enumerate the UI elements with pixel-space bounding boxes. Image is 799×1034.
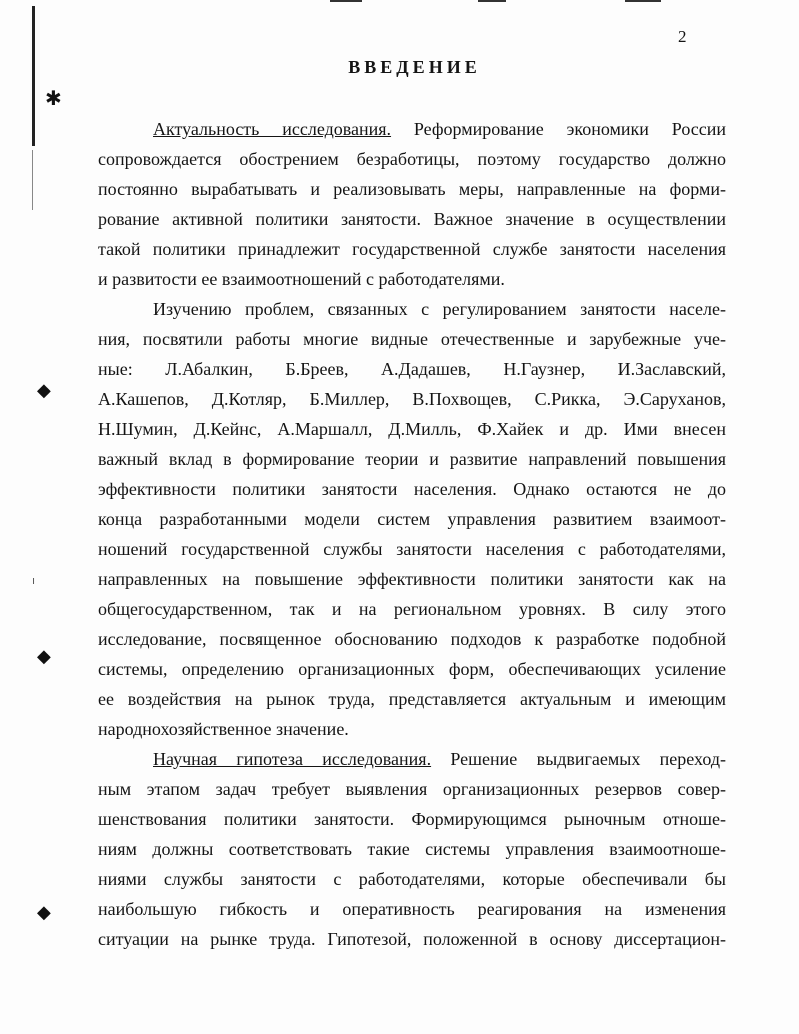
text-line: постоянно вырабатывать и реализовывать меры, направленные на форми- xyxy=(98,179,726,199)
punch-hole-mark-icon: ◆ xyxy=(37,380,51,401)
text-line: народнохозяйственное значение. xyxy=(98,719,349,739)
paragraph-first-line: Актуальность исследования. Реформирование экономики России xyxy=(153,119,727,139)
punch-hole-mark-icon: ◆ xyxy=(37,902,51,923)
scan-top-dash xyxy=(625,0,661,2)
text-line: ношений государственной службы занятости населения с работодателями, xyxy=(98,539,726,559)
text-line: Н.Шумин, Д.Кейнс, А.Маршалл, Д.Милль, Ф.Хайек и др. Ими внесен xyxy=(98,419,726,439)
page-number: 2 xyxy=(678,27,687,46)
text-line: общегосударственном, так и на региональном уровнях. В силу этого xyxy=(98,599,726,619)
paragraph-first-line: Научная гипотеза исследования. Решение выдвигаемых переход- xyxy=(153,749,726,769)
text-line: наибольшую гибкость и оперативность реагирования на изменения xyxy=(98,899,726,919)
text-line: конца разработанными модели систем управления развитием взаимоот- xyxy=(98,509,726,529)
text-line: системы, определению организационных форм, обеспечивающих усиление xyxy=(98,659,726,679)
section-heading-actuality: Актуальность исследования. xyxy=(153,119,392,139)
scan-edge-line-faint xyxy=(32,150,33,210)
text-line: А.Кашепов, Д.Котляр, Б.Миллер, В.Похвощев, С.Рикка, Э.Саруханов, xyxy=(98,389,726,409)
page-title: ВВЕДЕНИЕ xyxy=(348,57,481,77)
text-line: сопровождается обострением безработицы, поэтому государство должно xyxy=(98,149,726,169)
punch-hole-mark-icon: ◆ xyxy=(37,646,51,667)
text-line: важный вклад в формирование теории и развитие направлений повышения xyxy=(98,449,726,469)
scan-top-dash xyxy=(330,0,362,2)
text-line: рование активной политики занятости. Важное значение в осуществлении xyxy=(98,209,726,229)
section-heading-hypothesis: Научная гипотеза исследования. xyxy=(153,749,432,769)
scan-mark-icon: ✱ xyxy=(45,86,62,110)
scan-speck-icon: ı xyxy=(32,574,36,587)
text-line: ния, посвятили работы многие видные отечественные и зарубежные уче- xyxy=(98,329,726,349)
text-line: ниям должны соответствовать такие системы управления взаимоотноше- xyxy=(98,839,726,859)
text-line: шенствования политики занятости. Формирующимся рыночным отноше- xyxy=(98,809,726,829)
text-line: ниями службы занятости с работодателями, которые обеспечивали бы xyxy=(98,869,726,889)
paragraph-hypothesis xyxy=(98,744,726,954)
text-line: ее воздействия на рынок труда, представляется актуальным и имеющим xyxy=(98,689,726,709)
scan-top-dash xyxy=(478,0,506,2)
text-line: и развитости ее взаимоотношений с работодателями. xyxy=(98,269,505,289)
paragraph-research-review xyxy=(98,294,726,744)
text-line: эффективности политики занятости населения. Однако остаются не до xyxy=(98,479,726,499)
text-line: ным этапом задач требует выявления организационных резервов совер- xyxy=(98,779,726,799)
text-line: исследование, посвященное обоснованию подходов к разработке подобной xyxy=(98,629,726,649)
text-line: ситуации на рынке труда. Гипотезой, положенной в основу диссертацион- xyxy=(98,929,726,949)
text-line: направленных на повышение эффективности политики занятости как на xyxy=(98,569,726,589)
paragraph-actuality xyxy=(98,114,726,294)
text-line: Изучению проблем, связанных с регулированием занятости населе- xyxy=(153,299,726,319)
text-line: такой политики принадлежит государственной службе занятости населения xyxy=(98,239,726,259)
text-line: ные: Л.Абалкин, Б.Бреев, А.Дадашев, Н.Гаузнер, И.Заславский, xyxy=(98,359,726,379)
